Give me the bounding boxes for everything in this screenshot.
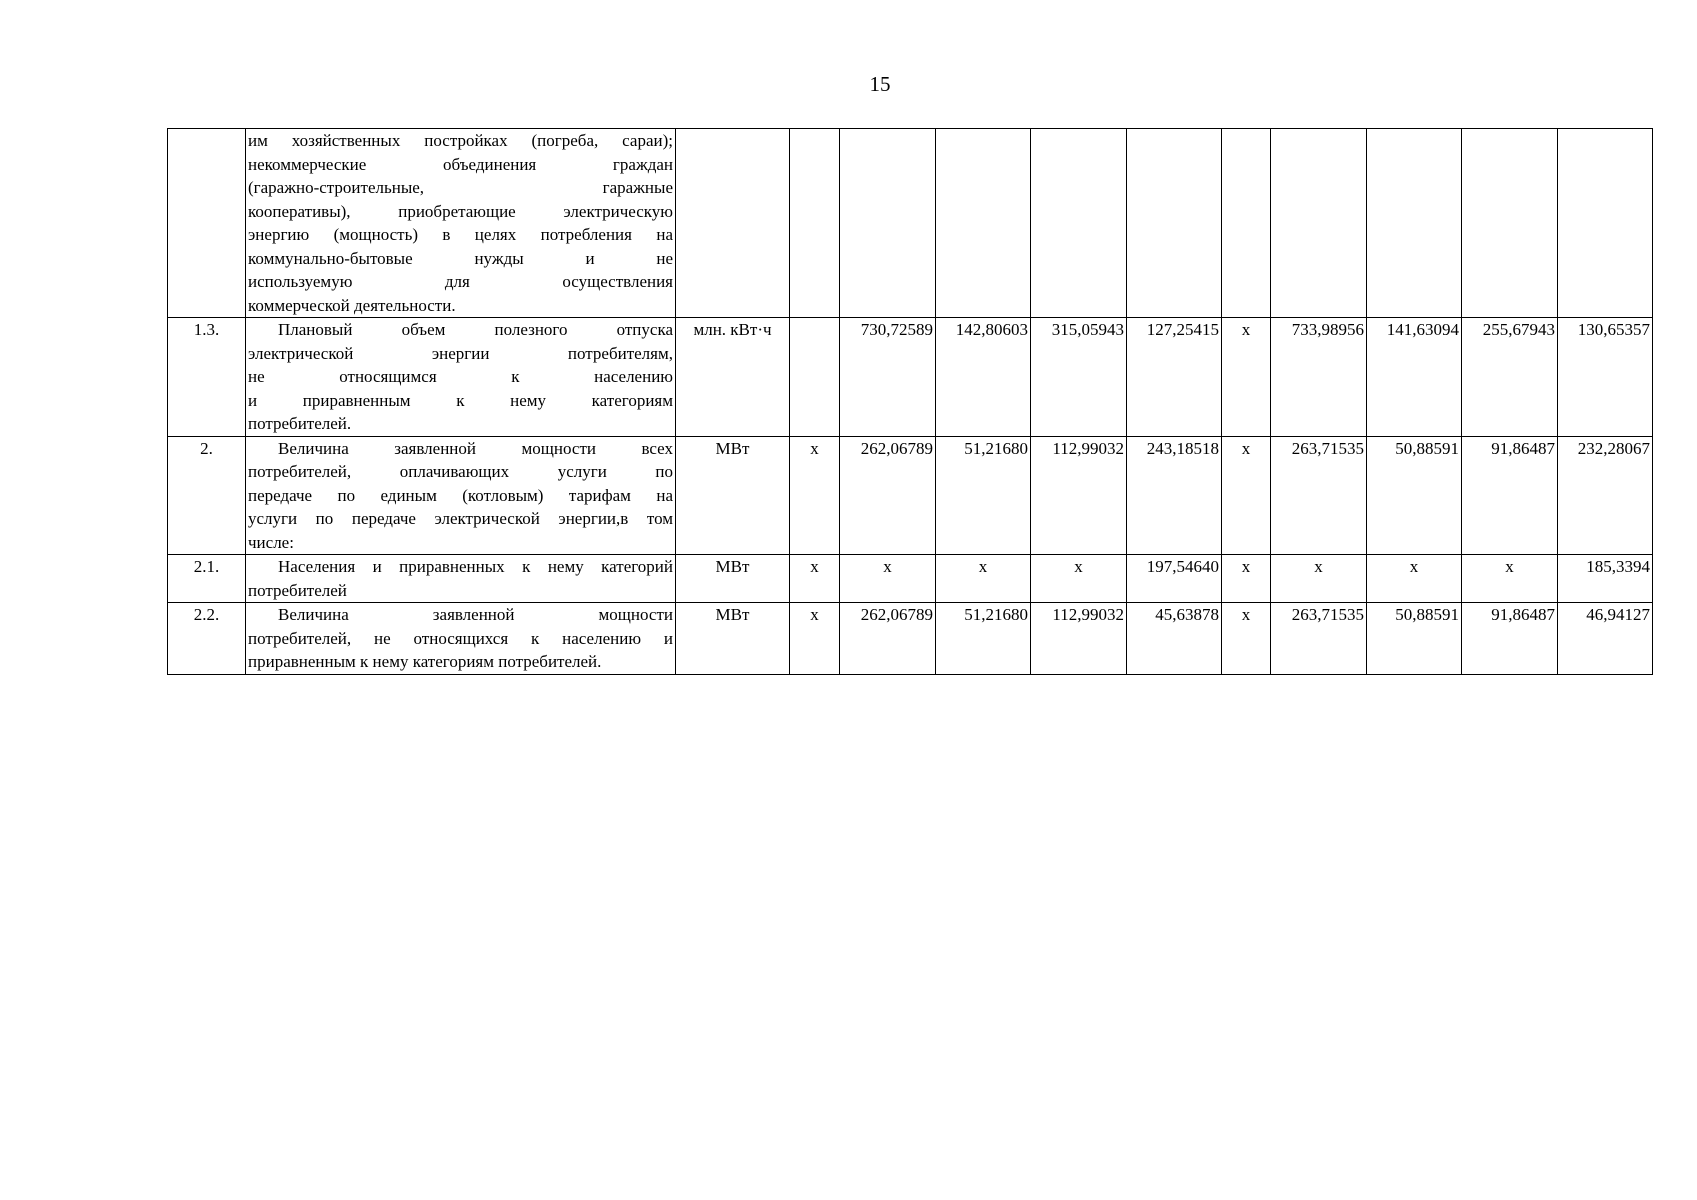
- description-line: потребителей, оплачивающих услуги по: [248, 462, 673, 481]
- description-line: используемую для осуществления: [248, 272, 673, 291]
- mark-cell: х: [1222, 436, 1271, 555]
- description-line: коммерческой деятельности.: [248, 295, 456, 315]
- value-cell: 51,21680: [936, 436, 1031, 555]
- mark-cell: [790, 318, 840, 437]
- value-cell: 730,72589: [840, 318, 936, 437]
- table-row: [168, 603, 1653, 675]
- table-body: [168, 129, 1653, 675]
- row-number-cell: 2.1.: [168, 555, 246, 603]
- value-cell: 112,99032: [1031, 603, 1127, 675]
- table-row: [168, 318, 1653, 437]
- value-cell: 255,67943: [1462, 318, 1558, 437]
- mark-cell: х: [1222, 603, 1271, 675]
- mark-cell: х: [1222, 318, 1271, 437]
- value-cell: х: [936, 555, 1031, 603]
- value-cell: [1127, 129, 1222, 318]
- value-cell: 262,06789: [840, 436, 936, 555]
- description-line: числе:: [248, 532, 294, 552]
- description-line: потребителей: [248, 580, 347, 600]
- value-cell: 185,3394: [1558, 555, 1653, 603]
- unit-cell: МВт: [676, 603, 790, 675]
- mark-cell: [1222, 129, 1271, 318]
- description-line: услуги по передаче электрической энергии,в том: [248, 509, 673, 528]
- value-cell: 197,54640: [1127, 555, 1222, 603]
- value-cell: [1367, 129, 1462, 318]
- value-cell: 50,88591: [1367, 603, 1462, 675]
- value-cell: 127,25415: [1127, 318, 1222, 437]
- value-cell: 141,63094: [1367, 318, 1462, 437]
- value-cell: 243,18518: [1127, 436, 1222, 555]
- row-number-cell: 2.: [168, 436, 246, 555]
- value-cell: 46,94127: [1558, 603, 1653, 675]
- value-cell: 45,63878: [1127, 603, 1222, 675]
- description-line: кооперативы), приобретающие электрическую: [248, 201, 673, 221]
- value-cell: 112,99032: [1031, 436, 1127, 555]
- value-cell: 130,65357: [1558, 318, 1653, 437]
- description-line: Величина заявленной мощности всех: [278, 438, 673, 458]
- value-cell: х: [1367, 555, 1462, 603]
- row-number-cell: 1.3.: [168, 318, 246, 437]
- value-cell: х: [840, 555, 936, 603]
- description-cell: [246, 555, 676, 603]
- value-cell: 50,88591: [1367, 436, 1462, 555]
- unit-cell: МВт: [676, 436, 790, 555]
- description-cell: [246, 129, 676, 318]
- description-line: Величина заявленной мощности: [278, 605, 673, 624]
- value-cell: 263,71535: [1271, 436, 1367, 555]
- value-cell: х: [1031, 555, 1127, 603]
- value-cell: 142,80603: [936, 318, 1031, 437]
- value-cell: 262,06789: [840, 603, 936, 675]
- mark-cell: [790, 129, 840, 318]
- value-cell: 91,86487: [1462, 436, 1558, 555]
- unit-cell: млн. кВт·ч: [676, 318, 790, 437]
- description-line: потребителей.: [248, 414, 352, 433]
- description-line: электрической энергии потребителям,: [248, 343, 673, 363]
- unit-cell: МВт: [676, 555, 790, 603]
- description-line: и приравненным к нему категориям: [248, 390, 673, 410]
- value-cell: 232,28067: [1558, 436, 1653, 555]
- description-line: некоммерческие объединения граждан: [248, 154, 673, 174]
- mark-cell: х: [790, 603, 840, 675]
- description-cell: [246, 318, 676, 437]
- row-number-cell: [168, 129, 246, 318]
- value-cell: 733,98956: [1271, 318, 1367, 437]
- description-line: энергию (мощность) в целях потребления на: [248, 225, 673, 244]
- description-cell: [246, 436, 676, 555]
- mark-cell: х: [790, 555, 840, 603]
- value-cell: 91,86487: [1462, 603, 1558, 675]
- value-cell: [840, 129, 936, 318]
- description-line: передаче по единым (котловым) тарифам на: [248, 485, 673, 505]
- page-number: 15: [869, 72, 891, 96]
- table-row: [168, 436, 1653, 555]
- data-table: [167, 128, 1653, 675]
- value-cell: 315,05943: [1031, 318, 1127, 437]
- value-cell: х: [1271, 555, 1367, 603]
- description-line: коммунально-бытовые нужды и не: [248, 248, 673, 268]
- table-row: [168, 555, 1653, 603]
- value-cell: [1462, 129, 1558, 318]
- row-number-cell: 2.2.: [168, 603, 246, 675]
- value-cell: х: [1462, 555, 1558, 603]
- description-line: не относящимся к населению: [248, 367, 673, 386]
- mark-cell: х: [790, 436, 840, 555]
- value-cell: [1271, 129, 1367, 318]
- value-cell: 263,71535: [1271, 603, 1367, 675]
- value-cell: [936, 129, 1031, 318]
- description-line: потребителей, не относящихся к населению и: [248, 628, 673, 648]
- value-cell: [1031, 129, 1127, 318]
- table-row: [168, 129, 1653, 318]
- description-cell: [246, 603, 676, 675]
- unit-cell: [676, 129, 790, 318]
- description-line: Плановый объем полезного отпуска: [278, 320, 673, 339]
- description-line: приравненным к нему категориям потребителей.: [248, 652, 602, 671]
- value-cell: 51,21680: [936, 603, 1031, 675]
- description-line: им хозяйственных постройках (погреба, сараи);: [248, 131, 673, 150]
- description-line: (гаражно-строительные, гаражные: [248, 178, 673, 197]
- mark-cell: х: [1222, 555, 1271, 603]
- value-cell: [1558, 129, 1653, 318]
- description-line: Населения и приравненных к нему категорий: [278, 557, 673, 576]
